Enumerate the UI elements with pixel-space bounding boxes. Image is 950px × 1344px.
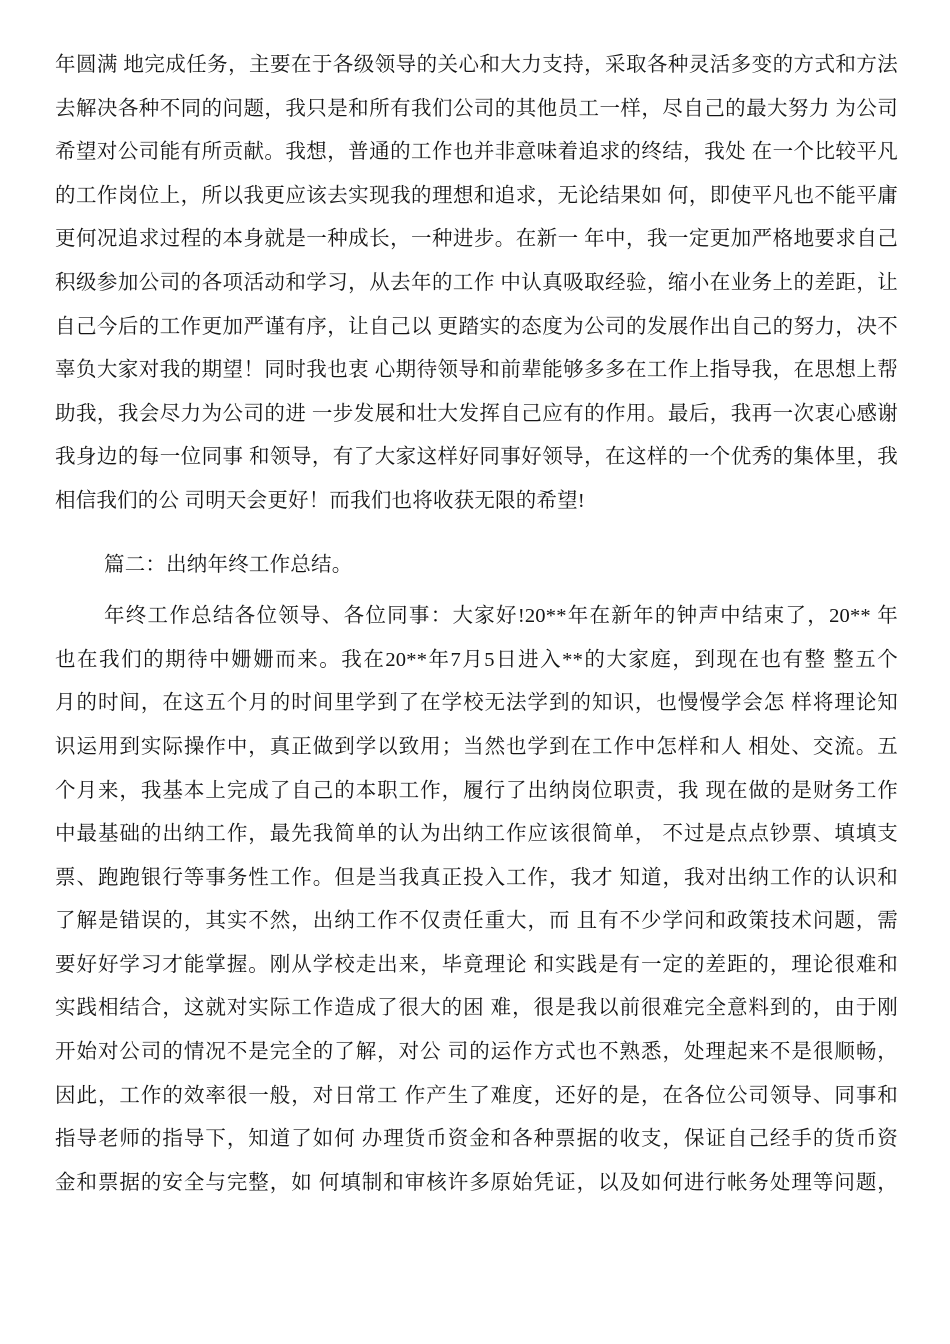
- text-line: 更何况追求过程的本身就是一种成长，一种进步。在新一 年中，我一定更加严格地要求自己: [55, 228, 898, 251]
- text-line: 金和票据的安全与完整，如 何填制和审核许多原始凭证，以及如何进行帐务处理等问题，: [55, 1171, 898, 1194]
- text-line: 年终工作总结各位领导、各位同事：大家好!20**年在新年的钟声中结束了，20** 年: [104, 605, 898, 628]
- text-line: 因此，工作的效率很一般，对日常工 作产生了难度，还好的是，在各位公司领导、同事和: [55, 1084, 898, 1107]
- text-line: 去解决各种不同的问题，我只是和所有我们公司的其他员工一样，尽自己的最大努力 为公司: [55, 97, 898, 120]
- text-line: 实践相结合，这就对实际工作造成了很大的困 难，很是我以前很难完全意料到的，由于刚: [55, 997, 898, 1020]
- text-line: 年圆满 地完成任务，主要在于各级领导的关心和大力支持，采取各种灵活多变的方式和方法: [55, 54, 898, 76]
- text-line: 希望对公司能有所贡献。我想，普通的工作也并非意味着追求的终结，我处 在一个比较平凡: [55, 141, 898, 164]
- text-line: 个月来，我基本上完成了自己的本职工作，履行了出纳岗位职责，我 现在做的是财务工作: [55, 779, 898, 802]
- document-text-block: [55, 44, 898, 1205]
- text-line: 月的时间，在这五个月的时间里学到了在学校无法学到的知识，也慢慢学会怎 样将理论知: [55, 692, 898, 715]
- text-line: 相信我们的公 司明天会更好！而我们也将收获无限的希望!: [55, 489, 585, 512]
- text-line: 助我，我会尽力为公司的进 一步发展和壮大发挥自己应有的作用。最后，我再一次衷心感谢: [55, 402, 898, 425]
- text-line: 要好好学习才能掌握。刚从学校走出来，毕竟理论 和实践是有一定的差距的，理论很难和: [55, 953, 898, 976]
- text-line: 我身边的每一位同事 和领导，有了大家这样好同事好领导，在这样的一个优秀的集体里，我: [55, 446, 898, 469]
- text-line: 的工作岗位上，所以我更应该去实现我的理想和追求，无论结果如 何，即使平凡也不能平庸: [55, 184, 898, 207]
- text-line: 开始对公司的情况不是完全的了解，对公 司的运作方式也不熟悉，处理起来不是很顺畅，: [55, 1041, 898, 1064]
- text-line: 指导老师的指导下，知道了如何 办理货币资金和各种票据的收支，保证自己经手的货币资: [55, 1128, 898, 1151]
- text-line: 票、跑跑银行等事务性工作。但是当我真正投入工作，我才 知道，我对出纳工作的认识和: [55, 866, 898, 889]
- text-line: 了解是错误的，其实不然，出纳工作不仅责任重大，而 且有不少学问和政策技术问题，需: [55, 910, 898, 933]
- section-heading: 篇二：出纳年终工作总结。: [104, 553, 353, 576]
- text-line: 自己今后的工作更加严谨有序，让自己以 更踏实的态度为公司的发展作出自己的努力，决不: [55, 315, 898, 338]
- text-line: 积级参加公司的各项活动和学习，从去年的工作 中认真吸取经验，缩小在业务上的差距，让: [55, 271, 898, 294]
- text-line: 中最基础的出纳工作，最先我简单的认为出纳工作应该很简单， 不过是点点钞票、填填支: [55, 823, 898, 846]
- text-line: 识运用到实际操作中，真正做到学以致用；当然也学到在工作中怎样和人 相处、交流。五: [55, 735, 898, 758]
- text-line: 辜负大家对我的期望！同时我也衷 心期待领导和前辈能够多多在工作上指导我，在思想上帮: [55, 359, 898, 382]
- text-line: 也在我们的期待中姗姗而来。我在20**年7月5日进入**的大家庭，到现在也有整 整五个: [55, 648, 898, 671]
